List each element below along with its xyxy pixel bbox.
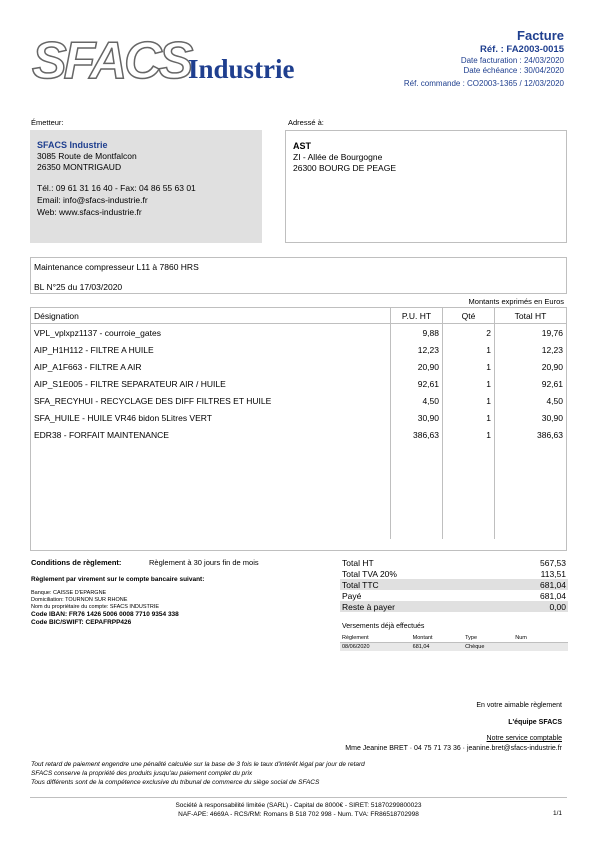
item-quantity: 1: [443, 341, 495, 358]
total-value: 0,00: [491, 601, 568, 612]
versements-col-reglement: Règlement: [342, 635, 369, 641]
payment-info: [31, 558, 331, 627]
payment-conditions-value: Règlement à 30 jours fin de mois: [149, 558, 259, 567]
item-total: 30,90: [495, 409, 567, 426]
bank-domiciliation: Domiciliation: TOURNON SUR RHONE: [31, 597, 128, 603]
item-total: 4,50: [495, 392, 567, 409]
recipient-address-2: 26300 BOURG DE PEAGE: [293, 163, 396, 173]
totals-table: [340, 557, 568, 612]
total-label: Total HT: [342, 557, 374, 568]
total-row: [340, 568, 568, 579]
recipient-label: Adressé à:: [288, 118, 324, 127]
recipient-address-1: ZI - Allée de Bourgogne: [293, 152, 383, 162]
total-label: Total TTC: [340, 579, 491, 590]
sender-name: SFACS Industrie: [37, 140, 108, 150]
footer-divider: [30, 797, 567, 798]
items-table-box: [30, 307, 567, 551]
total-value: 681,04: [491, 579, 568, 590]
item-quantity: 1: [443, 392, 495, 409]
invoice-title: Facture: [517, 28, 564, 43]
versement-num: [513, 643, 568, 652]
col-quantity: Qté: [443, 308, 495, 324]
col-total: Total HT: [495, 308, 567, 324]
table-filler-row: [31, 443, 566, 539]
item-designation: EDR38 - FORFAIT MAINTENANCE: [34, 429, 169, 440]
invoice-header: [304, 28, 564, 90]
recipient-name: AST: [293, 141, 311, 151]
item-unit-price: 4,50: [391, 392, 443, 409]
sender-web: Web: www.sfacs-industrie.fr: [37, 207, 142, 217]
account-owner: Nom du propriétaire du compte: SFACS INDUSTRIE: [31, 604, 160, 610]
item-unit-price: 9,88: [391, 324, 443, 342]
invoice-ref: Réf. : FA2003-0015: [480, 44, 564, 55]
item-total: 386,63: [495, 426, 567, 443]
table-row: [31, 426, 566, 443]
legal-line-3: Tous différents sont de la compétence exclusive du tribunal de commerce du siège social de SFACS: [31, 779, 320, 786]
total-value: 567,53: [540, 557, 566, 568]
item-total: 12,23: [495, 341, 567, 358]
closing-greeting: En votre aimable règlement: [476, 702, 562, 709]
closing-service: Notre service comptable: [486, 735, 562, 742]
bic: Code BIC/SWIFT: CEPAFRPP426: [31, 619, 132, 626]
sender-box: [30, 130, 262, 243]
versements-header-row: [340, 634, 568, 643]
legal-notes: [31, 760, 571, 787]
footer-line-1: Société à responsabilité limitée (SARL) - Capital de 8000€ - SIRET: 51870299800023: [175, 802, 422, 809]
item-designation: AIP_H1H112 - FILTRE A HUILE: [34, 344, 154, 355]
versement-date: 08/06/2020: [342, 644, 370, 650]
total-row: [340, 579, 568, 590]
item-unit-price: 92,61: [391, 375, 443, 392]
closing-team: L'équipe SFACS: [508, 719, 562, 726]
versements-col-type: Type: [465, 635, 478, 641]
table-row: [31, 409, 566, 426]
table-row: [31, 341, 566, 358]
table-row: [31, 324, 566, 342]
item-unit-price: 12,23: [391, 341, 443, 358]
table-row: [31, 375, 566, 392]
item-designation: AIP_S1E005 - FILTRE SEPARATEUR AIR / HUILE: [34, 378, 226, 389]
note-line-2: BL N°25 du 17/03/2020: [34, 282, 123, 292]
footer-line-2: NAF-APE: 4669A - RCS/RM: Romans B 518 702 998 - Num. TVA: FR86518702998: [178, 811, 419, 818]
items-header-row: [31, 308, 566, 324]
items-table: [31, 308, 566, 539]
note-box: [30, 257, 567, 294]
iban: Code IBAN: FR76 1426 5006 0008 7710 9354 338: [31, 611, 179, 618]
logo-sub-text: Industrie: [188, 54, 295, 84]
due-date: Date échéance : 30/04/2020: [463, 66, 564, 75]
sender-address-2: 26350 MONTRIGAUD: [37, 162, 122, 172]
recipient-box: [285, 130, 567, 243]
payment-conditions-label: Conditions de règlement:: [31, 558, 122, 567]
total-row: [340, 601, 568, 612]
footer: [30, 801, 567, 819]
legal-line-2: SFACS conserve la propriété des produits jusqu'au paiement complet du prix: [31, 770, 253, 777]
company-logo: [30, 26, 320, 92]
bank-name: Banque: CAISSE D'EPARGNE: [31, 590, 107, 596]
invoice-date: Date facturation : 24/03/2020: [460, 56, 564, 65]
total-row: [340, 557, 568, 568]
versements-col-montant: Montant: [412, 635, 433, 641]
closing-contact: Mme Jeanine BRET · 04 75 71 73 36 · jeanine.bret@sfacs-industrie.fr: [345, 745, 562, 752]
item-designation: AIP_A1F663 - FILTRE A AIR: [34, 361, 142, 372]
item-unit-price: 20,90: [391, 358, 443, 375]
items-body: [31, 324, 566, 540]
currency-note: Montants exprimés en Euros: [468, 297, 564, 306]
sender-address-1: 3085 Route de Montfalcon: [37, 151, 137, 161]
item-quantity: 1: [443, 426, 495, 443]
col-designation: Désignation: [31, 308, 391, 324]
total-label: Reste à payer: [340, 601, 491, 612]
logo-main-text: SFACS: [32, 32, 191, 90]
versements-table: [340, 634, 568, 651]
item-total: 20,90: [495, 358, 567, 375]
total-label: Total TVA 20%: [342, 568, 397, 579]
sender-email: Email: info@sfacs-industrie.fr: [37, 195, 148, 205]
item-quantity: 1: [443, 409, 495, 426]
versements-col-num: Num: [515, 635, 527, 641]
item-total: 92,61: [495, 375, 567, 392]
order-ref: Réf. commande : CO2003-1365 / 12/03/2020: [403, 79, 564, 88]
note-line-1: Maintenance compresseur L11 à 7860 HRS: [34, 262, 199, 272]
versement-amount: 681,04: [412, 644, 430, 650]
item-designation: SFA_RECYHUI - RECYCLAGE DES DIFF FILTRES ET HUILE: [34, 395, 272, 406]
col-unit-price: P.U. HT: [391, 308, 443, 324]
sender-label: Émetteur:: [31, 118, 64, 127]
item-unit-price: 30,90: [391, 409, 443, 426]
total-label: Payé: [342, 590, 362, 601]
versement-type: Chèque: [465, 644, 485, 650]
item-quantity: 2: [443, 324, 495, 342]
table-row: [31, 358, 566, 375]
item-unit-price: 386,63: [391, 426, 443, 443]
legal-line-1: Tout retard de paiement engendre une pénalité calculée sur la base de 3 fois le taux d'intérêt légal par jour de retard: [31, 761, 365, 768]
sender-phone: Tél.: 09 61 31 16 40 - Fax: 04 86 55 63 01: [37, 183, 196, 193]
item-total: 19,76: [495, 324, 567, 342]
item-designation: SFA_HUILE - HUILE VR46 bidon 5Litres VERT: [34, 412, 212, 423]
closing: [262, 701, 562, 754]
total-value: 113,51: [540, 568, 566, 579]
transfer-label: Règlement par virement sur le compte bancaire suivant:: [31, 576, 205, 583]
total-row: [340, 590, 568, 601]
item-designation: VPL_vplxpz1137 - courroie_gates: [34, 327, 161, 338]
table-row: [31, 392, 566, 409]
item-quantity: 1: [443, 358, 495, 375]
total-value: 681,04: [540, 590, 566, 601]
table-row: [340, 643, 568, 652]
versements-title: Versements déjà effectués: [342, 623, 425, 630]
page-number: 1/1: [552, 810, 562, 817]
item-quantity: 1: [443, 375, 495, 392]
